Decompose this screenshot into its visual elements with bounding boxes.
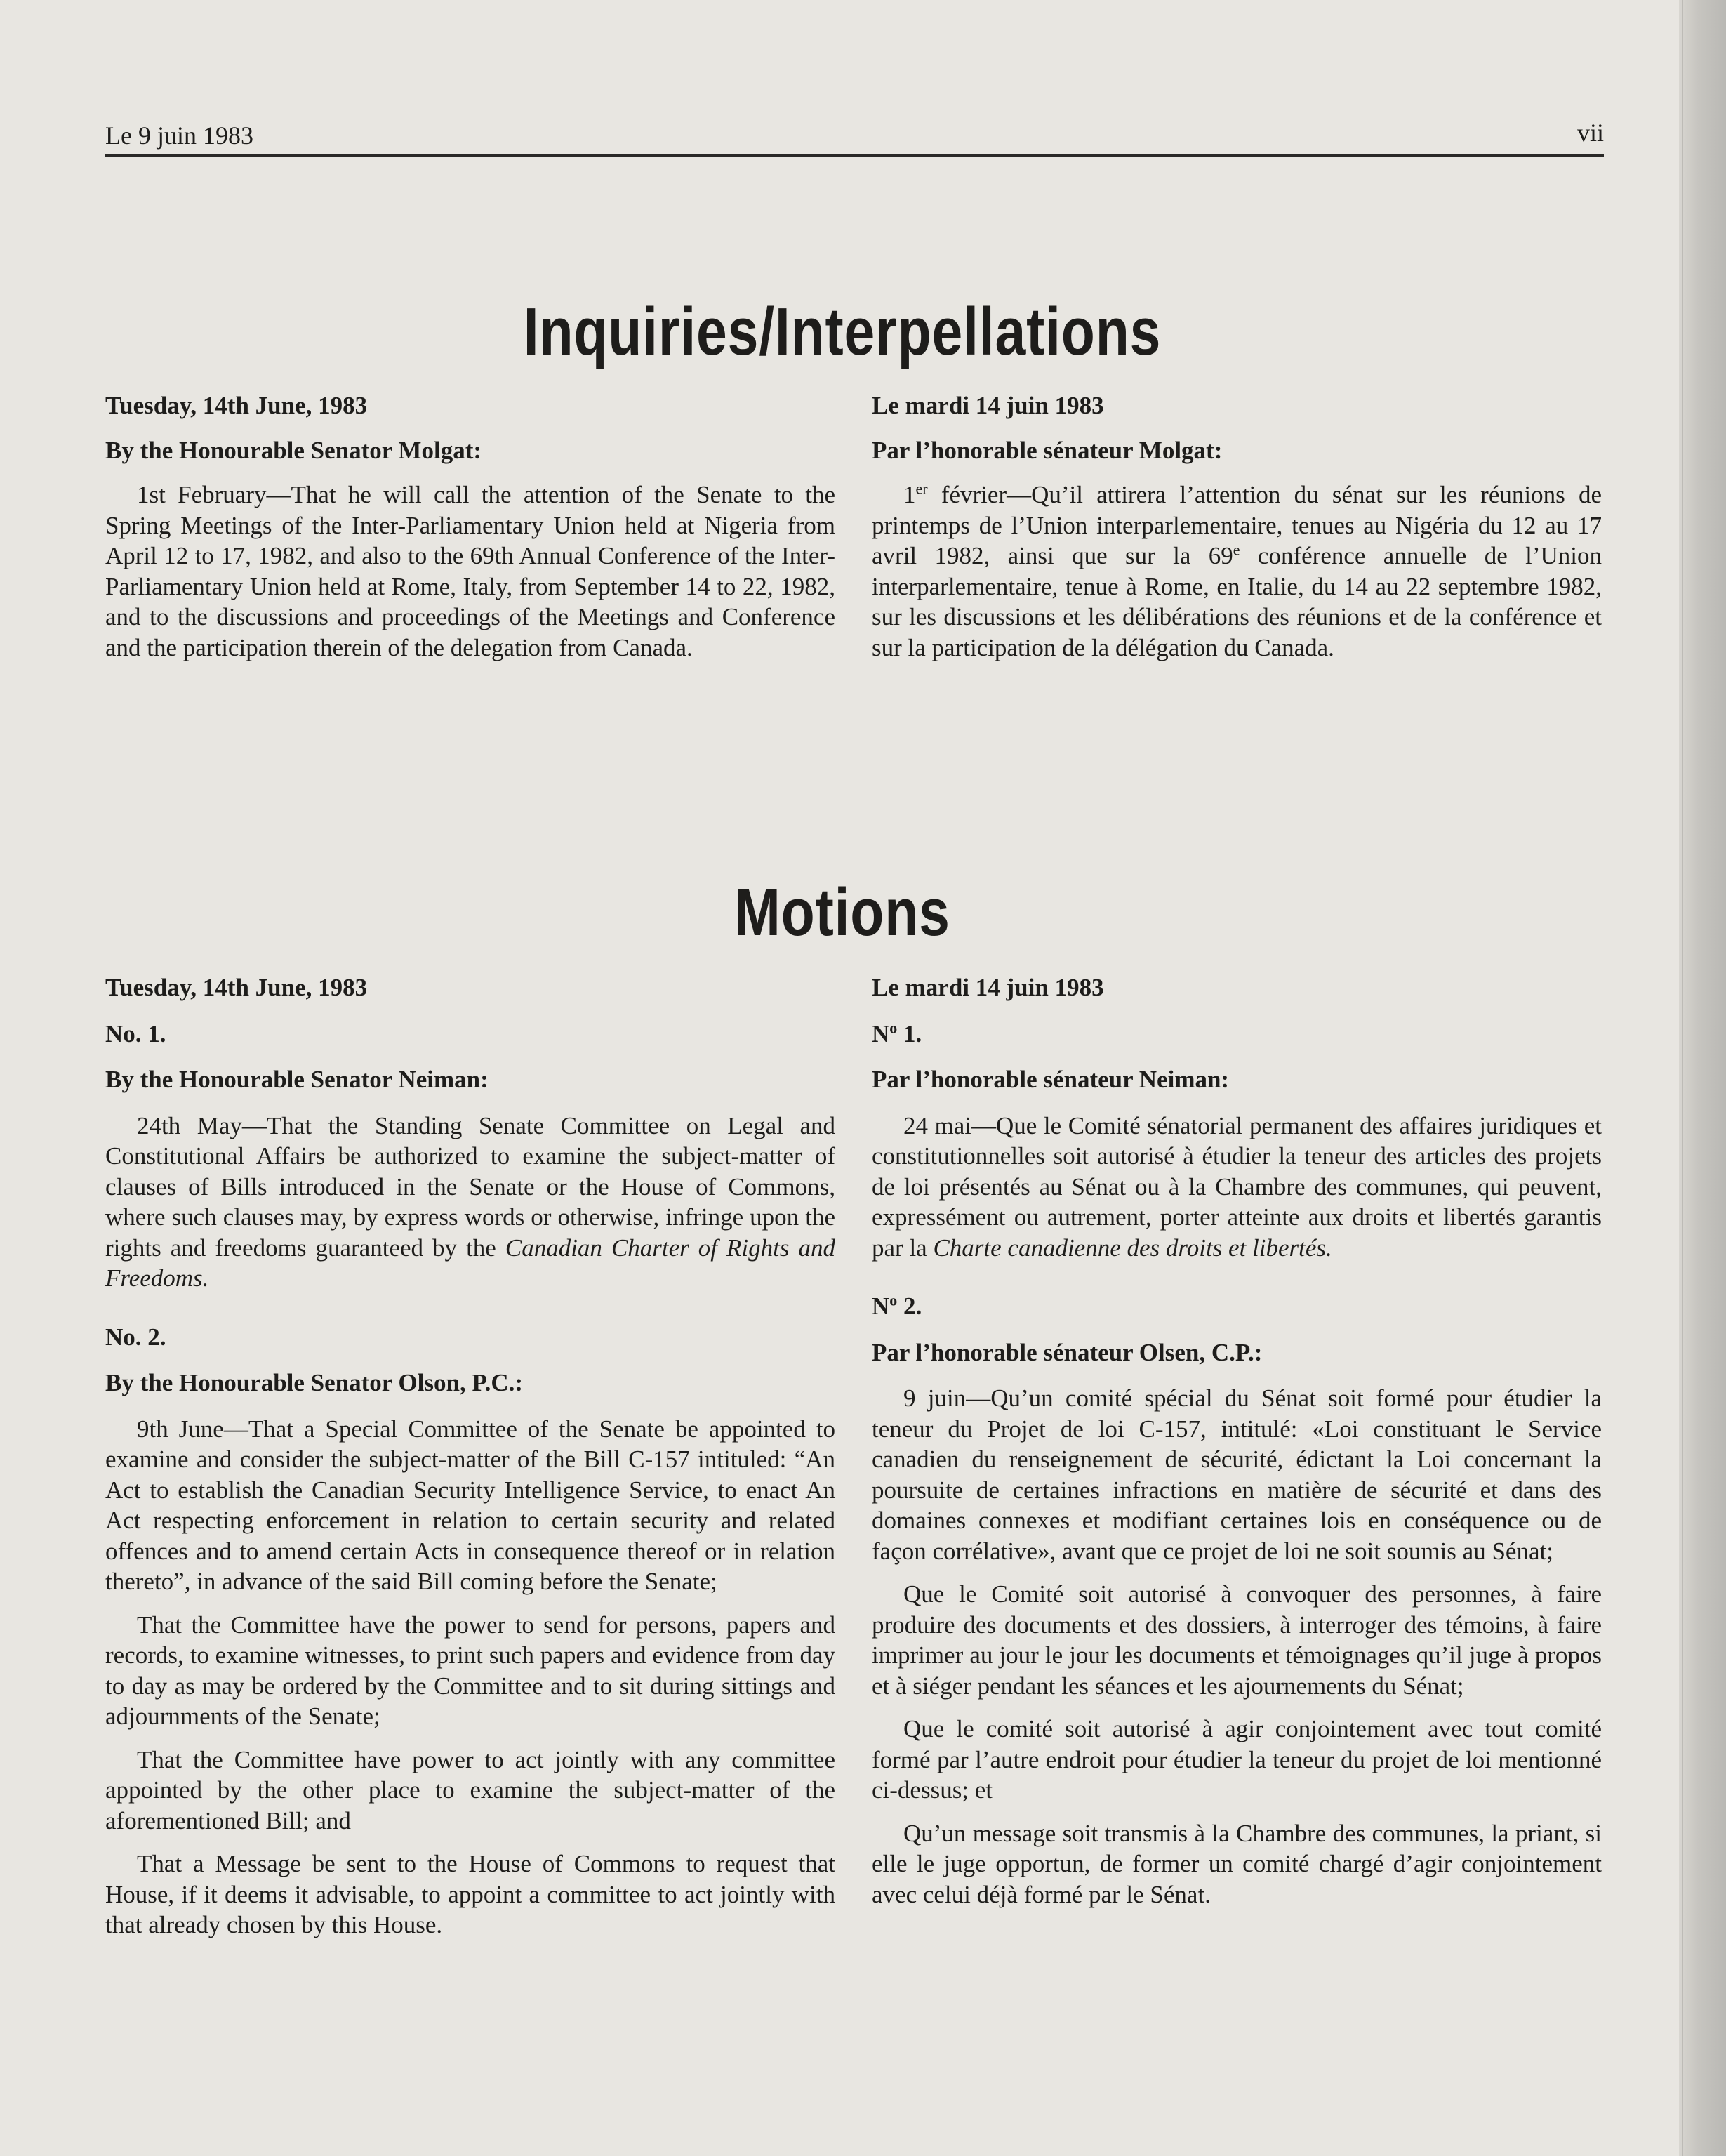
motions-english-column bbox=[105, 972, 835, 1940]
motion-2-para-3-en: That the Committee have power to act jointly with any committee appointed by the other place to examine the subject-matter of the aforementioned Bill; and bbox=[105, 1745, 835, 1834]
motion-text-1-fr-body: 24 mai—Que le Comité sénatorial permanent des affaires juridiques et constitutionnelles soit autorisé à étudier la teneur des articles des projets de loi présentés au Sénat ou à la Chambre des communes, qui peuvent, expressément ou autrement, porter atteinte aux droits et libertés garantis par la bbox=[872, 1111, 1602, 1262]
motion-text-1-en-body: 24th May—That the Standing Senate Committee on Legal and Constitutional Affairs be authorized to examine the subject-matter of clauses of Bills introduced in the Senate or the House of Commons, where such clauses may, by express words or otherwise, infringe upon the rights and freedoms guaranteed by the bbox=[105, 1111, 835, 1262]
motion-number-1-en: No. 1. bbox=[105, 1019, 166, 1047]
charter-title-en: Canadian Charter of Rights and Freedoms. bbox=[105, 1234, 836, 1292]
inquiry-text-fr-a: février—Qu’il attirera l’attention du sénat sur les réunions de printemps de l’Union interparlementaire, tenues au Nigéria du 12 au 17 avril 1982, ainsi que sur la 69 bbox=[872, 481, 1602, 569]
motion-number-1-fr bbox=[872, 1019, 1602, 1050]
inquiry-text-fr bbox=[872, 480, 1602, 663]
inquiries-heading: Inquiries/Interpellations bbox=[523, 294, 1162, 369]
motion-date-en: Tuesday, 14th June, 1983 bbox=[105, 974, 368, 1001]
inquiry-date-en: Tuesday, 14th June, 1983 bbox=[105, 392, 368, 419]
inquiry-text-fr-b: conférence annuelle de l’Union interparlementaire, tenue à Rome, en Italie, du 14 au 22 septembre 1982, sur les discussions et les délibérations des réunions et de la conférence et sur la participation de la délégation du Canada. bbox=[872, 542, 1602, 661]
motion-sponsor-1-en: By the Honourable Senator Neiman: bbox=[105, 1066, 489, 1093]
motions-heading: Motions bbox=[734, 875, 950, 950]
motion-2-para-1-fr: 9 juin—Qu’un comité spécial du Sénat soit formé pour étudier la teneur du Projet de loi C-157, intitulé: «Loi constituant le Service canadien du renseignement de sécurité, édictant la Loi concernant la poursuite de certaines infractions en matière de sécurité et dans des domaines connexes et modifiant certaines lois en conséquence ou de façon corrélative», avant que ce projet de loi ne soit soumis au Sénat; bbox=[872, 1384, 1602, 1565]
number-prefix: N bbox=[872, 1292, 890, 1320]
charter-title-fr: Charte canadienne des droits et libertés. bbox=[933, 1234, 1332, 1262]
inquiry-text-en: 1st February—That he will call the attention of the Senate to the Spring Meetings of the Inter-Parliamentary Union held at Nigeria from April 12 to 17, 1982, and also to the 69th Annual Conference of the Inter-Parliamentary Union held at Rome, Italy, from September 14 to 22, 1982, and to the discussions and proceedings of the Meetings and Conference and the participation therein of the delegation from Canada. bbox=[105, 481, 835, 661]
number-sup: o bbox=[889, 1018, 898, 1036]
inquiries-english-column bbox=[105, 390, 835, 663]
motion-2-para-4-en: That a Message be sent to the House of Commons to request that House, if it deems it advisable, to appoint a committee to act jointly with that already chosen by this House. bbox=[105, 1850, 835, 1938]
page-edge-line bbox=[1689, 0, 1690, 2156]
number-sup: o bbox=[889, 1291, 898, 1309]
inquiries-french-column bbox=[872, 390, 1602, 663]
motion-text-1-fr bbox=[872, 1111, 1602, 1264]
ordinal-sup: e bbox=[1233, 541, 1240, 559]
motion-date-fr: Le mardi 14 juin 1983 bbox=[872, 974, 1104, 1001]
page-edge bbox=[1679, 0, 1726, 2156]
motion-text-1-en bbox=[105, 1111, 835, 1294]
motion-sponsor-2-en: By the Honourable Senator Olson, P.C.: bbox=[105, 1369, 524, 1396]
number-value: 1. bbox=[897, 1019, 922, 1047]
motion-2-para-2-fr: Que le Comité soit autorisé à convoquer des personnes, à faire produire des documents et des dossiers, à interroger des témoins, à faire imprimer au jour le jour les documents et témoignages qu’il juge à propos et à siéger pendant les séances et les ajournements du Sénat; bbox=[872, 1580, 1602, 1700]
motion-2-para-1-en: 9th June—That a Special Committee of the Senate be appointed to examine and consider the subject-matter of the Bill C-157 intituled: “An Act to establish the Canadian Security Intelligence Service, to enact An Act respecting enforcement in relation to certain security and related offences and to amend certain Acts in consequence thereof or in relation thereto”, in advance of the said Bill coming before the Senate; bbox=[105, 1415, 835, 1595]
number-value: 2. bbox=[897, 1292, 922, 1320]
page-number: vii bbox=[1576, 119, 1604, 147]
ordinal-sup: er bbox=[915, 480, 928, 498]
motion-number-2-fr bbox=[872, 1291, 1602, 1322]
inquiry-date-fr: Le mardi 14 juin 1983 bbox=[872, 392, 1104, 419]
motion-2-para-3-fr: Que le comité soit autorisé à agir conjointement avec tout comité formé par l’autre endroit pour étudier la teneur du projet de loi mentionné ci-dessus; et bbox=[872, 1715, 1602, 1804]
header-date: Le 9 juin 1983 bbox=[105, 121, 253, 150]
motion-sponsor-1-fr: Par l’honorable sénateur Neiman: bbox=[872, 1066, 1230, 1093]
page-header bbox=[105, 119, 1604, 157]
inquiry-sponsor-fr: Par l’honorable sénateur Molgat: bbox=[872, 436, 1223, 464]
motions-french-column bbox=[872, 972, 1602, 1910]
motion-sponsor-2-fr: Par l’honorable sénateur Olsen, C.P.: bbox=[872, 1338, 1263, 1366]
motion-number-2-en: No. 2. bbox=[105, 1323, 166, 1351]
inquiry-day-fr: 1 bbox=[903, 481, 916, 508]
motion-2-para-2-en: That the Committee have the power to send for persons, papers and records, to examine witnesses, to print such papers and evidence from day to day as may be ordered by the Committee and to sit during sittings and adjournments of the Senate; bbox=[105, 1611, 835, 1730]
page-edge-line bbox=[1682, 0, 1683, 2156]
inquiry-sponsor-en: By the Honourable Senator Molgat: bbox=[105, 436, 482, 464]
number-prefix: N bbox=[872, 1019, 890, 1047]
motion-2-para-4-fr: Qu’un message soit transmis à la Chambre des communes, la priant, si elle le juge opportun, de former un comité chargé d’agir conjointement avec celui déjà formé par le Sénat. bbox=[872, 1819, 1602, 1908]
